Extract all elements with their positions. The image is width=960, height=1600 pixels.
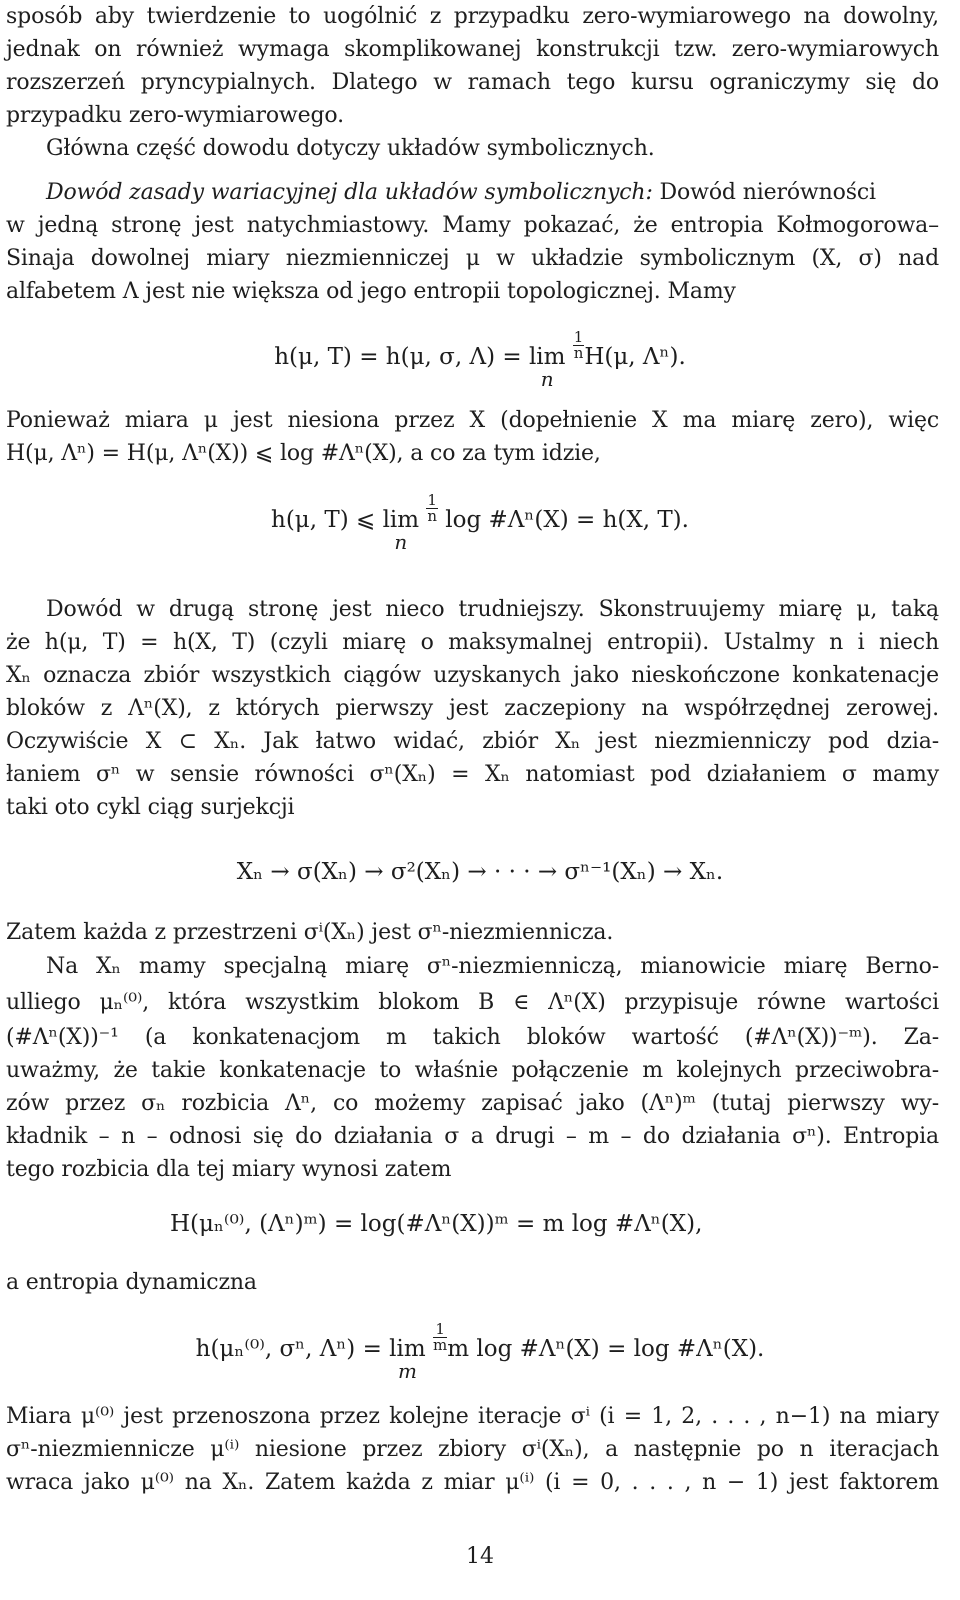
text-line: Oczywiście X ⊂ Xₙ. Jak łatwo widać, zbiór Xₙ jest niezmienniczy pod dzia-: [6, 729, 939, 754]
text-line: zów przez σₙ rozbicia Λⁿ, co możemy zapisać jako (Λⁿ)ᵐ (tutaj pierwszy wy-: [6, 1091, 939, 1116]
equation-part: m log #Λⁿ(X) = log #Λⁿ(X).: [447, 1336, 765, 1362]
equation-partition-entropy: H(μₙ⁽⁰⁾, (Λⁿ)ᵐ) = log(#Λⁿ(X))ᵐ = m log #Λⁿ(X),: [170, 1211, 703, 1237]
limit-operator: [528, 341, 566, 391]
fraction: [433, 1322, 447, 1353]
fraction: [573, 330, 585, 361]
text-line: Miara μ⁽⁰⁾ jest przenoszona przez kolejne iteracje σⁱ (i = 1, 2, . . . , n−1) na miary: [6, 1404, 939, 1429]
equation-part: h(μ, T) ⩽: [271, 507, 383, 533]
text-line: rozszerzeń pryncypialnych. Dlatego w ramach tego kursu ograniczymy się do: [6, 70, 939, 95]
text-fragment: Dowód nierówności: [652, 180, 876, 205]
text-line: a entropia dynamiczna: [6, 1270, 257, 1295]
text-line: Główna część dowodu dotyczy układów symbolicznych.: [46, 136, 655, 161]
text-line: Dowód w drugą stronę jest nieco trudniejszy. Skonstruujemy miarę μ, taką: [46, 597, 939, 622]
text-line: tego rozbicia dla tej miary wynosi zatem: [6, 1157, 452, 1182]
lim-label: lim: [382, 507, 420, 533]
equation-part: H(μ, Λⁿ).: [584, 344, 686, 370]
lim-subscript: n: [394, 530, 408, 554]
lim-subscript: n: [540, 367, 554, 391]
text-line: jednak on również wymaga skomplikowanej konstrukcji tzw. zero-wymiarowych: [6, 37, 939, 62]
text-line: przypadku zero-wymiarowego.: [6, 103, 344, 128]
fraction-denominator: n: [573, 344, 584, 362]
text-line: sposób aby twierdzenie to uogólnić z przypadku zero-wymiarowego na dowolny,: [6, 4, 939, 29]
fraction-numerator: 1: [433, 1322, 447, 1338]
equation-surjection-cycle: Xₙ → σ(Xₙ) → σ²(Xₙ) → · · · → σⁿ⁻¹(Xₙ) → Xₙ.: [236, 859, 724, 885]
text-line: uważmy, że takie konkatenacje to właśnie połączenie m kolejnych przeciwobra-: [6, 1058, 939, 1083]
text-line: kładnik – n – odnosi się do działania σ a drugi – m – do działania σⁿ). Entropia: [6, 1124, 939, 1149]
equation-part: h(μ, T) = h(μ, σ, Λ) =: [274, 344, 529, 370]
text-line: Sinaja dowolnej miary niezmienniczej μ w układzie symbolicznym (X, σ) nad: [6, 246, 939, 271]
limit-operator: [382, 504, 420, 554]
equation-dynamic-entropy: [0, 1320, 960, 1383]
limit-operator: [389, 1333, 426, 1383]
text-line: bloków z Λⁿ(X), z których pierwszy jest zaczepiony na współrzędnej zerowej.: [6, 696, 939, 721]
text-line: w jedną stronę jest natychmiastowy. Mamy pokazać, że entropia Kołmogorowa–: [6, 213, 939, 238]
proof-heading: Dowód zasady wariacyjnej dla układów symbolicznych:: [46, 180, 653, 205]
text-line: Ponieważ miara μ jest niesiona przez X (dopełnienie X ma miarę zero), więc: [6, 408, 939, 433]
lim-subscript: m: [397, 1359, 417, 1383]
text-line: łaniem σⁿ w sensie równości σⁿ(Xₙ) = Xₙ natomiast pod działaniem σ mamy: [6, 762, 939, 787]
text-line: H(μ, Λⁿ) = H(μ, Λⁿ(X)) ⩽ log #Λⁿ(X), a co za tym idzie,: [6, 441, 601, 466]
equation-part: log #Λⁿ(X) = h(X, T).: [445, 507, 689, 533]
text-line: taki oto cykl ciąg surjekcji: [6, 795, 295, 820]
fraction-numerator: 1: [427, 491, 437, 509]
text-line: (#Λⁿ(X))⁻¹ (a konkatenacjom m takich bloków wartość (#Λⁿ(X))⁻ᵐ). Za-: [6, 1025, 939, 1050]
text-line: alfabetem Λ jest nie większa od jego entropii topologicznej. Mamy: [6, 279, 736, 304]
lim-label: lim: [389, 1336, 426, 1362]
fraction-denominator: n: [427, 507, 438, 525]
equation-part: h(μₙ⁽⁰⁾, σⁿ, Λⁿ) =: [195, 1336, 390, 1362]
text-line: Zatem każda z przestrzeni σⁱ(Xₙ) jest σⁿ-niezmiennicza.: [6, 920, 614, 945]
text-line: ulliego μₙ⁽⁰⁾, która wszystkim blokom B ∈ Λⁿ(X) przypisuje równe wartości: [6, 990, 939, 1015]
text-line: wraca jako μ⁽⁰⁾ na Xₙ. Zatem każda z miar μ⁽ⁱ⁾ (i = 0, . . . , n − 1) jest faktorem: [6, 1470, 939, 1495]
fraction-denominator: m: [433, 1336, 448, 1354]
equation-entropy-bound: [0, 491, 960, 554]
text-line: σⁿ-niezmiennicze μ⁽ⁱ⁾ niesione przez zbiory σⁱ(Xₙ), a następnie po n iteracjach: [6, 1437, 939, 1462]
page-number: 14: [466, 1544, 494, 1569]
text-line: że h(μ, T) = h(X, T) (czyli miarę o maksymalnej entropii). Ustalmy n i niech: [6, 630, 939, 655]
fraction-numerator: 1: [573, 328, 584, 346]
equation-entropy-limit: [0, 328, 960, 391]
fraction: [426, 493, 438, 524]
text-line: Na Xₙ mamy specjalną miarę σⁿ-niezmienniczą, mianowicie miarę Berno-: [46, 954, 939, 979]
proof-heading-line: [46, 176, 939, 209]
lim-label: lim: [528, 344, 566, 370]
text-line: Xₙ oznacza zbiór wszystkich ciągów uzyskanych jako nieskończone konkatenacje: [6, 663, 939, 688]
